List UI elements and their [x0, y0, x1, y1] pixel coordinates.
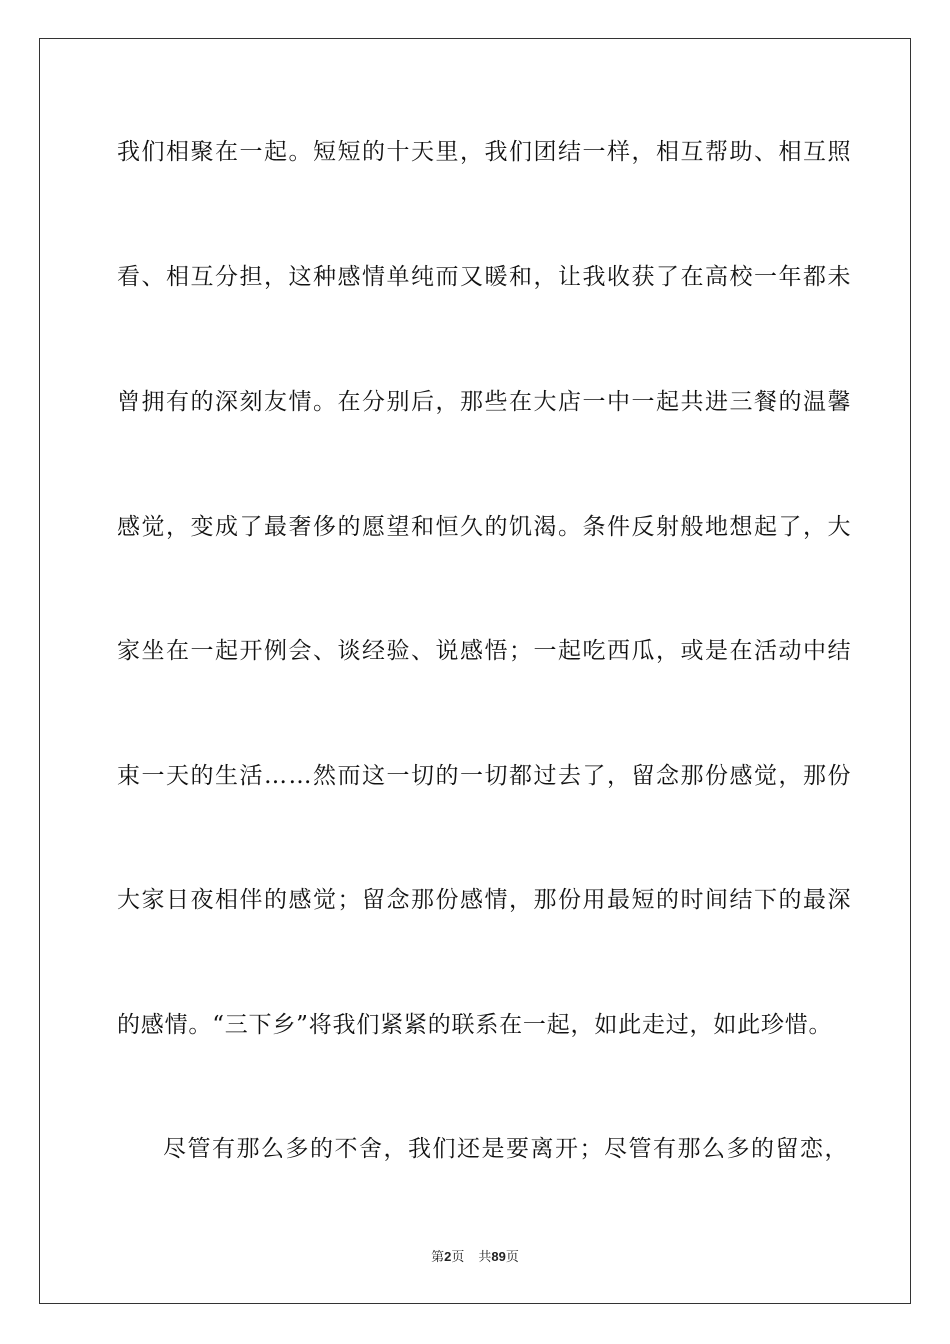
total-page-count: 89	[491, 1249, 506, 1264]
body-text-line-1: 我们相聚在一起。短短的十天里，我们团结一样，相互帮助、相互照	[117, 139, 852, 165]
total-prefix: 共	[478, 1250, 492, 1265]
body-text-line-6: 束一天的生活……然而这一切的一切都过去了，留念那份感觉，那份	[117, 763, 852, 789]
body-text-line-2: 看、相互分担，这种感情单纯而又暖和，让我收获了在高校一年都未	[117, 264, 852, 290]
body-text-line-7: 大家日夜相伴的感觉；留念那份感情，那份用最短的时间结下的最深	[117, 887, 852, 913]
body-text-line-5: 家坐在一起开例会、谈经验、说感悟；一起吃西瓜，或是在活动中结	[117, 638, 852, 664]
page-unit: 页	[451, 1250, 465, 1265]
page-prefix: 第	[431, 1250, 445, 1265]
page-border	[39, 38, 911, 1304]
current-page-number: 2	[444, 1249, 452, 1264]
body-text-line-8: 的感情。“三下乡”将我们紧紧的联系在一起，如此走过，如此珍惜。	[117, 1012, 833, 1038]
total-unit: 页	[505, 1250, 519, 1265]
page-footer	[0, 1248, 950, 1267]
body-text-line-4: 感觉，变成了最奢侈的愿望和恒久的饥渴。条件反射般地想起了，大	[117, 514, 852, 540]
body-text-paragraph-start: 尽管有那么多的不舍，我们还是要离开；尽管有那么多的留恋，	[163, 1136, 849, 1162]
body-text-line-3: 曾拥有的深刻友情。在分别后，那些在大店一中一起共进三餐的温馨	[117, 389, 852, 415]
